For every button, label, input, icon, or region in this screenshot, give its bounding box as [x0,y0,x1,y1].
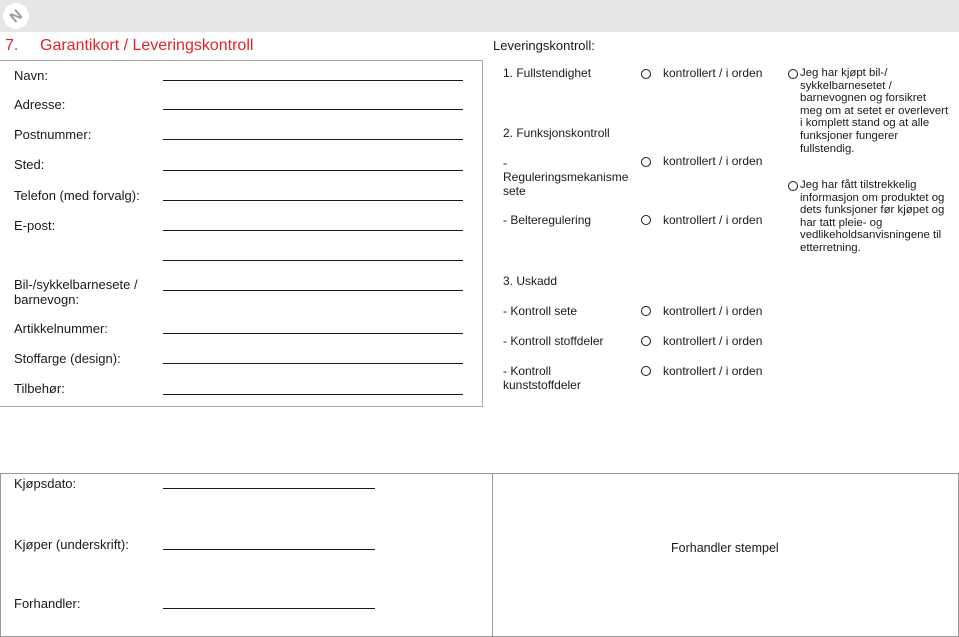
postcode-field[interactable] [163,139,463,140]
fabric-color-field[interactable] [163,363,463,364]
name-label: Navn: [14,68,48,83]
article-number-field[interactable] [163,333,463,334]
plastic-check-label: - Kontroll kunststoffdeler [503,364,581,392]
belt-adjust-label: - Belteregulering [503,213,592,227]
page-title: Garantikort / Leveringskontroll [40,37,254,54]
accessories-label: Tilbehør: [14,381,65,396]
fabric-check-text: kontrollert / i orden [663,334,763,348]
buyer-signature-field[interactable] [163,549,375,550]
fabric-check-label: - Kontroll stoffdeler [503,334,604,348]
dealer-label: Forhandler: [14,596,81,611]
belt-adjust-checkbox[interactable] [641,215,651,225]
address-label: Adresse: [14,97,66,112]
purchase-date-field[interactable] [163,488,375,489]
dealer-stamp-box [493,473,959,637]
accessories-field[interactable] [163,394,463,395]
extra-line[interactable] [163,260,463,261]
seat-check-label: - Kontroll sete [503,304,578,318]
seat-checkbox[interactable] [641,306,651,316]
dealer-field[interactable] [163,608,375,609]
seat-check-text: kontrollert / i orden [663,304,763,318]
purchase-info-box [0,473,493,637]
dealer-stamp-label: Forhandler stempel [671,541,779,555]
fabric-color-label: Stoffarge (design): [14,351,121,366]
belt-adjust-check-text: kontrollert / i orden [663,213,763,227]
top-bar [0,0,959,32]
seat-adjust-check-text: kontrollert / i orden [663,154,763,168]
phone-field[interactable] [163,200,463,201]
seat-adjust-label: - Reguleringsmekanisme sete [503,156,629,198]
phone-label: Telefon (med forvalg): [14,188,140,203]
city-field[interactable] [163,170,463,171]
completeness-label: 1. Fullstendighet [503,66,592,80]
language-badge: N [0,0,34,34]
product-field[interactable] [163,290,463,291]
address-field[interactable] [163,109,463,110]
declaration-1-text: Jeg har kjøpt bil-/ sykkelbarnesetet / barnevognen og forsikret meg om at setet er overlevert i komplett stand og at alle funksjoner fungerer fullstendig. [800,67,949,155]
undamaged-label: 3. Uskadd [503,274,558,288]
article-number-label: Artikkelnummer: [14,321,108,336]
email-field[interactable] [163,230,463,231]
product-label: Bil-/sykkelbarnesete / barnevogn: [14,277,138,307]
completeness-checkbox[interactable] [641,69,651,79]
plastic-checkbox[interactable] [641,366,651,376]
city-label: Sted: [14,157,45,172]
postcode-label: Postnummer: [14,127,92,142]
function-check-label: 2. Funksjonskontroll [503,126,610,140]
declaration-1-checkbox[interactable] [788,69,798,79]
delivery-check-title: Leveringskontroll: [493,38,595,53]
seat-adjust-checkbox[interactable] [641,157,651,167]
fabric-checkbox[interactable] [641,336,651,346]
email-label: E-post: [14,218,56,233]
name-field[interactable] [163,80,463,81]
purchase-date-label: Kjøpsdato: [14,476,77,491]
declaration-2-checkbox[interactable] [788,181,798,191]
buyer-signature-label: Kjøper (underskrift): [14,537,129,552]
completeness-check-text: kontrollert / i orden [663,66,763,80]
plastic-check-text: kontrollert / i orden [663,364,763,378]
declaration-2-text: Jeg har fått tilstrekkelig informasjon om produktet og dets funksjoner før kjøpet og har tatt pleie- og vedlikeholdsanvisningene til etterretning. [800,179,945,254]
section-number: 7. [5,37,19,54]
